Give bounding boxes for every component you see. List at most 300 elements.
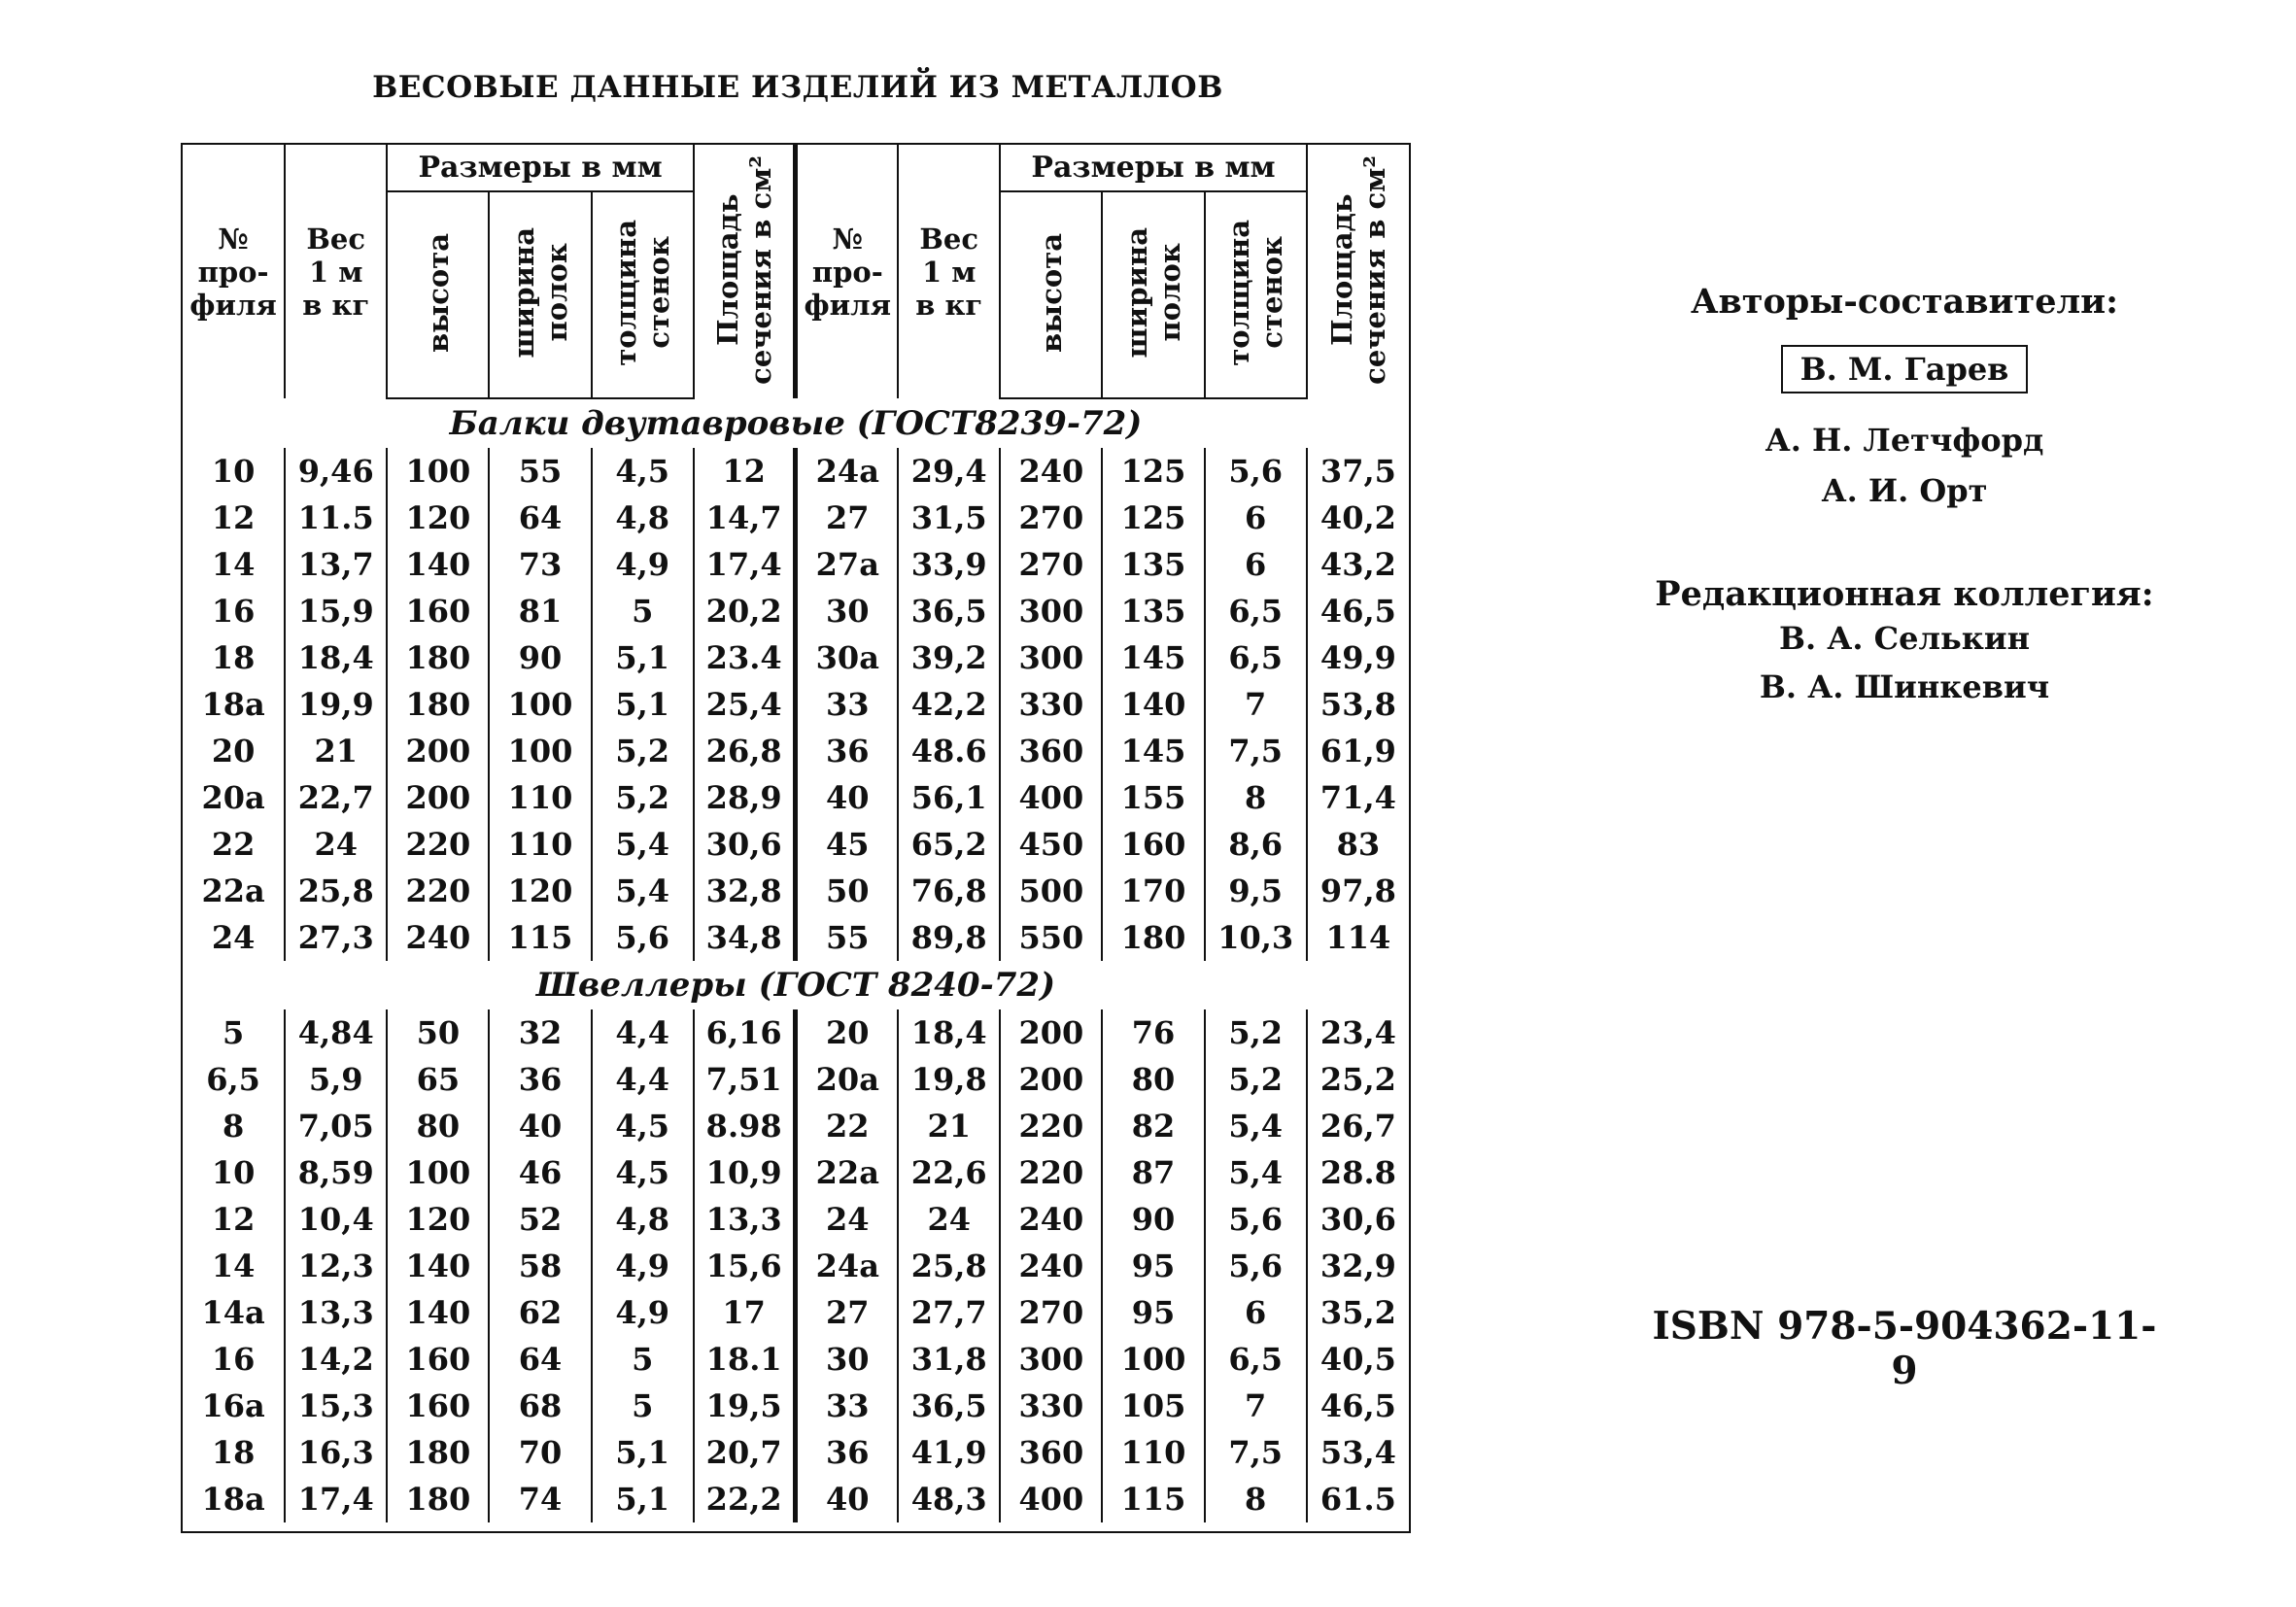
table-cell: 12 [211,499,256,536]
table-cell: 5 [592,588,694,634]
table-cell: 160 [1102,821,1204,868]
table-cell: 68 [489,1383,591,1429]
section-title: Швеллеры (ГОСТ 8240-72) [535,966,1056,1005]
table-cell: 4,9 [592,1289,694,1336]
header-height-text: высота [1034,233,1068,353]
header-dims-group-right: Размеры в мм [1000,145,1307,191]
table-cell: 200 [387,728,489,774]
table-cell: 36 [796,728,898,774]
table-cell: 50 [387,1009,489,1056]
table-cell: 4,84 [285,1009,387,1056]
table-cell: 90 [1102,1196,1204,1243]
table-row [183,868,1409,914]
table-cell: 95 [1102,1243,1204,1289]
table-cell: 400 [1000,1476,1102,1522]
table-cell: 18 [211,1434,256,1471]
section-title-row [183,398,1409,448]
table-cell: 240 [1000,1196,1102,1243]
table-row [183,1289,1409,1336]
table-row [183,774,1409,821]
table-cell: 32 [489,1009,591,1056]
table-cell: 180 [387,681,489,728]
table-cell: 10 [211,1154,256,1191]
table-cell: 34,8 [694,914,796,961]
table-cell: 22 [796,1103,898,1149]
table-row [183,1009,1409,1056]
table-cell: 46,5 [1307,588,1409,634]
header-dims-group-left: Размеры в мм [387,145,694,191]
table-cell: 170 [1102,868,1204,914]
table-cell: 110 [1102,1429,1204,1476]
table-cell: 16 [211,1341,256,1378]
table-cell: 18 [211,639,256,676]
table-cell: 240 [387,914,489,961]
table-cell: 240 [1000,448,1102,495]
table-row [183,1056,1409,1103]
table-cell: 200 [387,774,489,821]
table-row [183,728,1409,774]
table-row [183,1336,1409,1383]
table-cell: 19,8 [898,1056,1000,1103]
table-cell: 39,2 [898,634,1000,681]
table-cell: 41,9 [898,1429,1000,1476]
table-cell: 8,59 [285,1149,387,1196]
table-cell: 13,3 [694,1196,796,1243]
table-cell: 37,5 [1307,448,1409,495]
table-cell: 76 [1102,1009,1204,1056]
table-cell: 13,7 [285,541,387,588]
table-cell: 26,7 [1307,1103,1409,1149]
table-cell: 5,4 [592,868,694,914]
table-row [183,1196,1409,1243]
table-cell: 4,5 [592,1149,694,1196]
header-wall-text: толщина стенок [609,220,676,366]
table-cell: 4,9 [592,541,694,588]
header-area-left [694,145,796,398]
table-row [183,448,1409,495]
table-cell: 15,9 [285,588,387,634]
table-cell: 16а [201,1387,265,1424]
table-cell: 10,9 [694,1149,796,1196]
table-cell: 140 [387,541,489,588]
table-cell: 240 [1000,1243,1102,1289]
table-cell: 100 [489,681,591,728]
header-height-left [387,191,489,398]
table-cell: 5,6 [1205,1243,1307,1289]
table-cell: 6,5 [1205,588,1307,634]
table-cell: 5,4 [1205,1149,1307,1196]
table-row [183,1103,1409,1149]
table-cell: 82 [1102,1103,1204,1149]
table-cell: 31,8 [898,1336,1000,1383]
table-cell: 330 [1000,1383,1102,1429]
table-cell: 5,1 [592,681,694,728]
table-cell: 65,2 [898,821,1000,868]
table-cell: 33,9 [898,541,1000,588]
editorial-board-name: В. А. Шинкевич [1759,668,2050,705]
table-cell: 400 [1000,774,1102,821]
header-flange-text: ширина полок [1120,227,1187,359]
table-cell: 4,5 [592,1103,694,1149]
table-cell: 64 [489,495,591,541]
table-cell: 74 [489,1476,591,1522]
table-cell: 8,6 [1205,821,1307,868]
table-cell: 8.98 [694,1103,796,1149]
table-cell: 61,9 [1307,728,1409,774]
table-cell: 20 [211,733,256,769]
table-cell: 4,5 [592,448,694,495]
table-cell: 25,4 [694,681,796,728]
table-cell: 53,8 [1307,681,1409,728]
header-weight-text: Вес 1 м в кг [302,222,370,322]
table-cell: 36 [796,1429,898,1476]
table-cell: 28,9 [694,774,796,821]
table-cell: 89,8 [898,914,1000,961]
table-cell: 330 [1000,681,1102,728]
author-name: А. И. Орт [1821,472,1988,509]
table-cell: 22а [201,872,265,909]
table-cell: 120 [387,495,489,541]
table-cell: 110 [489,774,591,821]
table-cell: 65 [387,1056,489,1103]
table-cell: 140 [387,1289,489,1336]
table-cell: 80 [1102,1056,1204,1103]
table-cell: 46,5 [1307,1383,1409,1429]
table-cell: 100 [489,728,591,774]
table-cell: 61.5 [1307,1476,1409,1522]
table-cell: 4,9 [592,1243,694,1289]
table-cell: 114 [1307,914,1409,961]
table-cell: 35,2 [1307,1289,1409,1336]
table-cell: 40,5 [1307,1336,1409,1383]
table-cell: 6,5 [206,1061,260,1098]
table-cell: 135 [1102,541,1204,588]
table-cell: 6,5 [1205,1336,1307,1383]
table-cell: 6,5 [1205,634,1307,681]
table-row [183,1429,1409,1476]
table-cell: 145 [1102,728,1204,774]
table-cell: 24 [285,821,387,868]
table-cell: 97,8 [1307,868,1409,914]
table-cell: 4,8 [592,495,694,541]
table-cell: 20,2 [694,588,796,634]
table-cell: 32,8 [694,868,796,914]
table-cell: 16 [211,593,256,630]
author-name: А. Н. Летчфорд [1765,422,2044,459]
table-cell: 22а [796,1149,898,1196]
table-cell: 22,7 [285,774,387,821]
table-cell: 160 [387,1336,489,1383]
table-cell: 5,1 [592,1429,694,1476]
page-title: ВЕСОВЫЕ ДАННЫЕ ИЗДЕЛИЙ ИЗ МЕТАЛЛОВ [372,70,1223,105]
table-cell: 220 [1000,1149,1102,1196]
table-cell: 5,2 [1205,1056,1307,1103]
table-cell: 11.5 [285,495,387,541]
table-row [183,1476,1409,1522]
table-cell: 58 [489,1243,591,1289]
table-cell: 25,2 [1307,1056,1409,1103]
table-cell: 19,9 [285,681,387,728]
table-cell: 14,2 [285,1336,387,1383]
table-cell: 17,4 [285,1476,387,1522]
table-cell: 71,4 [1307,774,1409,821]
table-cell: 18а [201,1481,265,1518]
table-row [183,821,1409,868]
table-cell: 5,4 [592,821,694,868]
section-title-row [183,961,1409,1009]
table-cell: 30а [796,634,898,681]
table-cell: 5,2 [1205,1009,1307,1056]
editorial-board-name: В. А. Селькин [1778,620,2031,657]
table-cell: 16,3 [285,1429,387,1476]
table-cell: 36,5 [898,1383,1000,1429]
table-cell: 45 [796,821,898,868]
table-cell: 23.4 [694,634,796,681]
table-cell: 10,4 [285,1196,387,1243]
table-cell: 200 [1000,1056,1102,1103]
table-cell: 26,8 [694,728,796,774]
table-cell: 76,8 [898,868,1000,914]
table-cell: 4,8 [592,1196,694,1243]
header-profile-no-text: № про- филя [804,222,892,322]
table-row [183,914,1409,961]
table-cell: 5,1 [592,634,694,681]
table-cell: 155 [1102,774,1204,821]
table-cell: 25,8 [285,868,387,914]
table-row [183,495,1409,541]
table-cell: 27,3 [285,914,387,961]
editorial-board-heading: Редакционная коллегия: [1655,574,2154,614]
table-cell: 24а [796,1243,898,1289]
table-cell: 20,7 [694,1429,796,1476]
table-cell: 10,3 [1205,914,1307,961]
table-cell: 160 [387,1383,489,1429]
table-cell: 7 [1205,681,1307,728]
table-cell: 30,6 [694,821,796,868]
table-cell: 6,16 [694,1009,796,1056]
table-cell: 12 [211,1201,256,1238]
table-cell: 100 [387,1149,489,1196]
table-cell: 115 [489,914,591,961]
table-cell: 7,05 [285,1103,387,1149]
table-cell: 70 [489,1429,591,1476]
table-cell: 135 [1102,588,1204,634]
table-cell: 23,4 [1307,1009,1409,1056]
table-cell: 83 [1307,821,1409,868]
table-cell: 7,5 [1205,728,1307,774]
table-cell: 12 [694,448,796,495]
table-cell: 17,4 [694,541,796,588]
table-cell: 5,2 [592,774,694,821]
table-cell: 300 [1000,634,1102,681]
table-cell: 29,4 [898,448,1000,495]
table-cell: 22,6 [898,1149,1000,1196]
table-cell: 33 [796,681,898,728]
table-body [183,398,1409,1522]
table-cell: 14 [211,546,256,583]
table-cell: 100 [1102,1336,1204,1383]
table-cell: 14,7 [694,495,796,541]
table-cell: 21 [285,728,387,774]
table-cell: 300 [1000,588,1102,634]
table-cell: 360 [1000,1429,1102,1476]
table-cell: 450 [1000,821,1102,868]
table-cell: 14 [211,1248,256,1284]
table-cell: 9,5 [1205,868,1307,914]
header-area-right [1307,145,1409,398]
section-title: Балки двутавровые (ГОСТ8239-72) [449,404,1143,443]
table-cell: 13,3 [285,1289,387,1336]
table-cell: 100 [387,448,489,495]
table-cell: 15,3 [285,1383,387,1429]
header-flange-text: ширина полок [507,227,574,359]
table-cell: 27 [796,1289,898,1336]
table-row [183,681,1409,728]
table-cell: 10 [211,453,256,490]
header-row-top [183,145,1409,191]
table-cell: 90 [489,634,591,681]
table-cell: 30,6 [1307,1196,1409,1243]
table-cell: 32,9 [1307,1243,1409,1289]
table-cell: 48,3 [898,1476,1000,1522]
table-cell: 40,2 [1307,495,1409,541]
table-cell: 5,6 [1205,448,1307,495]
table-cell: 53,4 [1307,1429,1409,1476]
table-row [183,1149,1409,1196]
header-profile-no-text: № про- филя [189,222,277,322]
table-cell: 30 [796,588,898,634]
table-cell: 5,1 [592,1476,694,1522]
table-cell: 550 [1000,914,1102,961]
table-cell: 30 [796,1336,898,1383]
table-cell: 81 [489,588,591,634]
table-cell: 27 [796,495,898,541]
table-row [183,588,1409,634]
table-cell: 125 [1102,448,1204,495]
header-height-right [1000,191,1102,398]
author-boxed-name: В. М. Гарев [1781,345,2029,393]
table-cell: 5,6 [592,914,694,961]
table-cell: 22,2 [694,1476,796,1522]
table-cell: 24 [211,919,256,956]
table-cell: 6 [1205,495,1307,541]
table-cell: 180 [387,634,489,681]
header-wall-left [592,191,694,398]
authors-block [1632,282,2176,711]
table-cell: 50 [796,868,898,914]
table-cell: 5 [592,1383,694,1429]
table-cell: 19,5 [694,1383,796,1429]
table-cell: 180 [1102,914,1204,961]
header-weight-left [285,145,387,398]
table-cell: 5,9 [285,1056,387,1103]
table-cell: 7 [1205,1383,1307,1429]
table-cell: 5,6 [1205,1196,1307,1243]
table-cell: 6 [1205,1289,1307,1336]
table-cell: 46 [489,1149,591,1196]
table-cell: 31,5 [898,495,1000,541]
table-cell: 14а [201,1294,265,1331]
table-cell: 120 [387,1196,489,1243]
table-cell: 24 [898,1196,1000,1243]
table-cell: 40 [796,1476,898,1522]
table-cell: 4,4 [592,1009,694,1056]
table-cell: 300 [1000,1336,1102,1383]
table-cell: 360 [1000,728,1102,774]
authors-heading: Авторы-составители: [1690,282,2119,322]
table-cell: 220 [387,821,489,868]
table-cell: 27а [796,541,898,588]
header-wall-text: толщина стенок [1222,220,1289,366]
table-cell: 200 [1000,1009,1102,1056]
table-cell: 8 [1205,774,1307,821]
table-cell: 8 [222,1108,245,1145]
table-cell: 80 [387,1103,489,1149]
table-cell: 28.8 [1307,1149,1409,1196]
table-cell: 270 [1000,495,1102,541]
table-cell: 270 [1000,541,1102,588]
table-cell: 20а [201,779,265,816]
table-cell: 220 [1000,1103,1102,1149]
table-row [183,541,1409,588]
table-cell: 40 [796,774,898,821]
table-cell: 270 [1000,1289,1102,1336]
header-weight-right [898,145,1000,398]
table-cell: 105 [1102,1383,1204,1429]
isbn-text: ISBN 978-5-904362-11-9 [1652,1304,2157,1393]
table-cell: 56,1 [898,774,1000,821]
table-cell: 52 [489,1196,591,1243]
table-cell: 24 [796,1196,898,1243]
table-cell: 18,4 [898,1009,1000,1056]
table-cell: 5,2 [592,728,694,774]
table-cell: 36 [489,1056,591,1103]
table-cell: 24а [796,448,898,495]
table-cell: 17 [694,1289,796,1336]
header-profile-no-right [796,145,898,398]
table-cell: 25,8 [898,1243,1000,1289]
table-cell: 18,4 [285,634,387,681]
table-cell: 120 [489,868,591,914]
header-height-text: высота [421,233,455,353]
table-cell: 55 [489,448,591,495]
table-cell: 43,2 [1307,541,1409,588]
table-cell: 15,6 [694,1243,796,1289]
table-cell: 33 [796,1383,898,1429]
table-cell: 36,5 [898,588,1000,634]
table-cell: 500 [1000,868,1102,914]
table-cell: 18.1 [694,1336,796,1383]
table-cell: 140 [387,1243,489,1289]
table-cell: 95 [1102,1289,1204,1336]
table-cell: 49,9 [1307,634,1409,681]
table-cell: 110 [489,821,591,868]
table-cell: 42,2 [898,681,1000,728]
table-cell: 5 [592,1336,694,1383]
table-cell: 20 [796,1009,898,1056]
table-cell: 18а [201,686,265,723]
table-cell: 7,5 [1205,1429,1307,1476]
table-cell: 64 [489,1336,591,1383]
table-cell: 87 [1102,1149,1204,1196]
table-cell: 140 [1102,681,1204,728]
table-cell: 20а [796,1056,898,1103]
table-cell: 5,4 [1205,1103,1307,1149]
table-cell: 40 [489,1103,591,1149]
header-flange-right [1102,191,1204,398]
header-wall-right [1205,191,1307,398]
header-profile-no-left [183,145,285,398]
